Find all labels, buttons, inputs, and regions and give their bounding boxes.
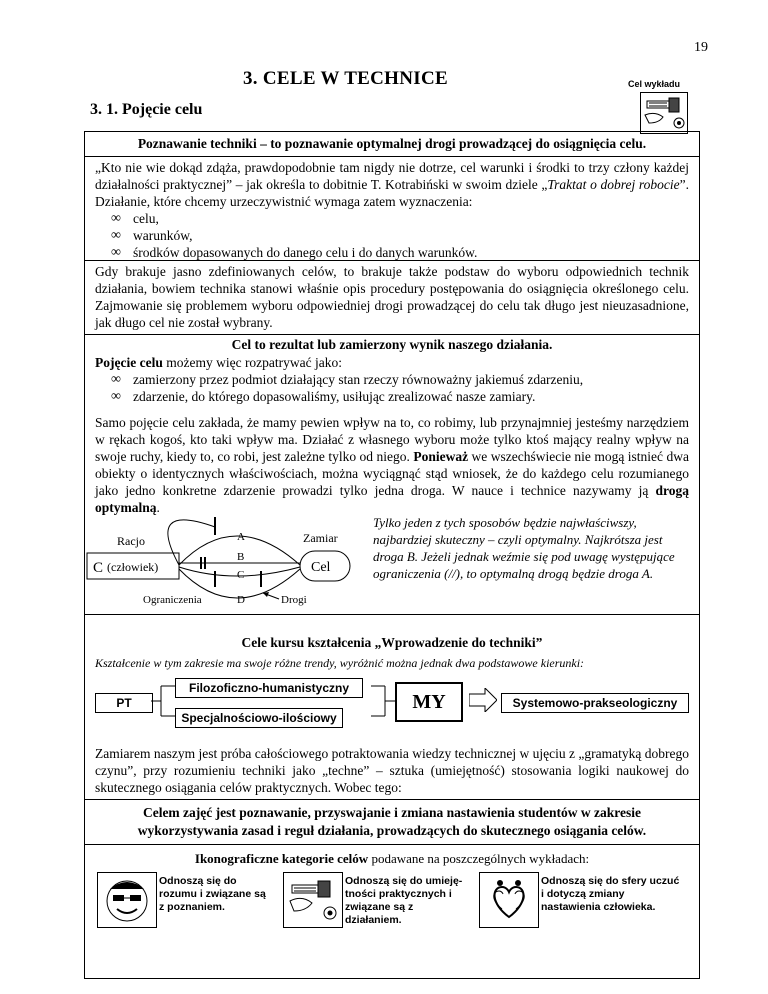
specialist-box: Specjalnościowo-ilościowy	[175, 708, 343, 728]
para1-list	[95, 210, 689, 261]
icon-category-skills: Odnoszą się do umieję-tności praktycznych i związane są z działaniem.	[345, 875, 463, 926]
optimal-path-diagram	[85, 507, 375, 607]
cel-label: Cel	[311, 560, 331, 575]
list-item: ∞ zdarzenie, do którego dopasowaliśmy, usiłując zrealizować nasze zamiary.	[111, 388, 689, 405]
hearts-icon	[479, 872, 539, 928]
page-number: 19	[694, 40, 708, 55]
hammer-hand-icon	[640, 92, 688, 134]
hammer-hand-icon	[283, 872, 343, 928]
zamiar-label: Zamiar	[303, 531, 338, 545]
c-sub-label: (człowiek)	[107, 560, 159, 574]
path-c-label: C	[237, 569, 245, 581]
icon-category-mind: Odnoszą się do rozumu i związane są z poznaniem.	[159, 875, 266, 913]
chapter-title: 3. CELE W TECHNICE	[243, 68, 448, 89]
para4: Samo pojęcie celu zakłada, że mamy pewien wpływ na to, co robimy, lub przynajmniej jesteśmy narzędziem w rękach kogoś, kto taki wpływ ma. Działać z własnego wyboru może tylko ktoś mający realny wpływ na swoje ruchy, kiedy to, co robi, jest zależne tylko od niego. Ponieważ we wszechświecie nie mogą istnieć dwa obiekty o identycznych właściwościach, można wyciągnąć stąd wniosek, że do każdego celu rozumianego jako jedno konkretne zdarzenie prowadzi tylko jedna droga. W nauce i technice nazywamy ją drogą optymalną.	[95, 415, 689, 515]
course-heading: Cele kursu kształcenia „Wprowadzenie do techniki”	[241, 635, 543, 650]
list-item: ∞ warunków,	[111, 227, 689, 244]
arrow-right-icon	[469, 688, 497, 712]
ograniczenia-label: Ograniczenia	[143, 594, 202, 606]
c-label: C	[93, 560, 104, 576]
list-item: ∞ zamierzony przez podmiot działający stan rzeczy równoważny jakiemuś zdarzeniu,	[111, 371, 689, 388]
systemic-box: Systemowo-prakseologiczny	[501, 693, 689, 713]
lecture-goal-label: Cel wykładu	[628, 79, 681, 89]
para3-heading: Cel to rezultat lub zamierzony wynik naszego działania.	[231, 337, 553, 352]
para3-list	[95, 371, 689, 405]
path-a-label: A	[237, 531, 245, 543]
section-title: 3. 1. Pojęcie celu	[90, 101, 203, 118]
path-d-label: D	[237, 594, 245, 606]
racjo-label: Racjo	[117, 534, 145, 548]
path-b-label: B	[237, 551, 245, 563]
para2: Gdy brakuje jasno zdefiniowanych celów, to brakuje także podstaw do wyboru odpowiednich technik działania, bowiem technika stanowi właśnie opis procedury postępowania do osiągnięcia określonego celu. Zajmowanie się problemem wyboru odpowiedniej drogi prowadzącej do celu tak długo jest nieuzasadnione, jak długo cel nie został wybrany.	[95, 264, 689, 330]
list-item: ∞ środków dopasowanych do danego celu i do danych warunków.	[111, 244, 689, 261]
my-box: MY	[395, 682, 463, 722]
content-frame	[84, 131, 700, 979]
icon-category-feelings: Odnoszą się do sfery uczuć i dotyczą zmiany nastawienia człowieka.	[541, 875, 680, 913]
para5: Zamiarem naszym jest próba całościowego potraktowania wiedzy technicznej w ujęciu z „gramatyką dobrego czynu”, przy rozumieniu techniki jako „techne” – sztuka (umiejętność) stosowania logiki naukowej do skutecznego osiągania celów praktycznych. Wobec tego:	[95, 746, 689, 795]
goal-statement: Celem zajęć jest poznawanie, przyswajanie i zmiana nastawienia studentów w zakresie wykorzystywania zasad i reguł działania, prowadzących do skutecznego osiągania celów.	[137, 805, 647, 838]
philosophical-box: Filozoficzno-humanistyczny	[175, 678, 363, 698]
icon-heading: Ikonograficzne kategorie celów podawane na poszczególnych wykładach:	[194, 851, 590, 866]
para1: „Kto nie wie dokąd zdąża, prawdopodobnie tam nigdy nie dotrze, cel warunki i środki to trzy człony każdej działalności praktycznej” – jak określa to dobitnie T. Kotrabiński w swoim dziele „Traktat o dobrej robocie”. Działanie, które chcemy urzeczywistnić wymaga zatem wyznaczenia: ∞ celu, ∞ warunków, ∞ środków dopasowanych do danego celu i do danych warunków.	[95, 159, 689, 261]
smiling-face-icon	[97, 872, 157, 928]
list-item: ∞ celu,	[111, 210, 689, 227]
para3: Pojęcie celu możemy więc rozpatrywać jako: ∞ zamierzony przez podmiot działający stan rzeczy równoważny jakiemuś zdarzeniu, ∞ zdarzenie, do którego dopasowaliśmy, usiłując zrealizować nasze zamiary.	[95, 354, 689, 405]
drogi-label: Drogi	[281, 594, 307, 606]
course-intro: Kształcenie w tym zakresie ma swoje różne trendy, wyróżnić można jednak dwa podstawowe kierunki:	[95, 656, 585, 670]
pt-box: PT	[95, 693, 153, 713]
para1-heading: Poznawanie techniki – to poznawanie optymalnej drogi prowadzącej do osiągnięcia celu.	[137, 136, 647, 151]
diagram-caption: Tylko jeden z tych sposobów będzie najwłaściwszy, najbardziej skuteczny – czyli optymalny. Najkrótsza jest droga B. Jeżeli jednak weźmie się pod uwagę występujące ograniczenia (//), to optymalną drogą będzie droga A.	[373, 515, 675, 581]
